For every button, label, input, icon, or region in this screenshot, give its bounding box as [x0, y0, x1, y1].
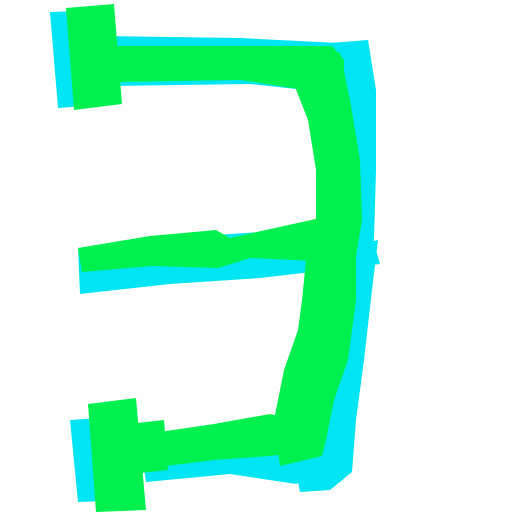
green-top-serif: [66, 4, 122, 110]
green-bottom-serif-step: [128, 420, 168, 474]
green-main-layer: [66, 4, 362, 512]
